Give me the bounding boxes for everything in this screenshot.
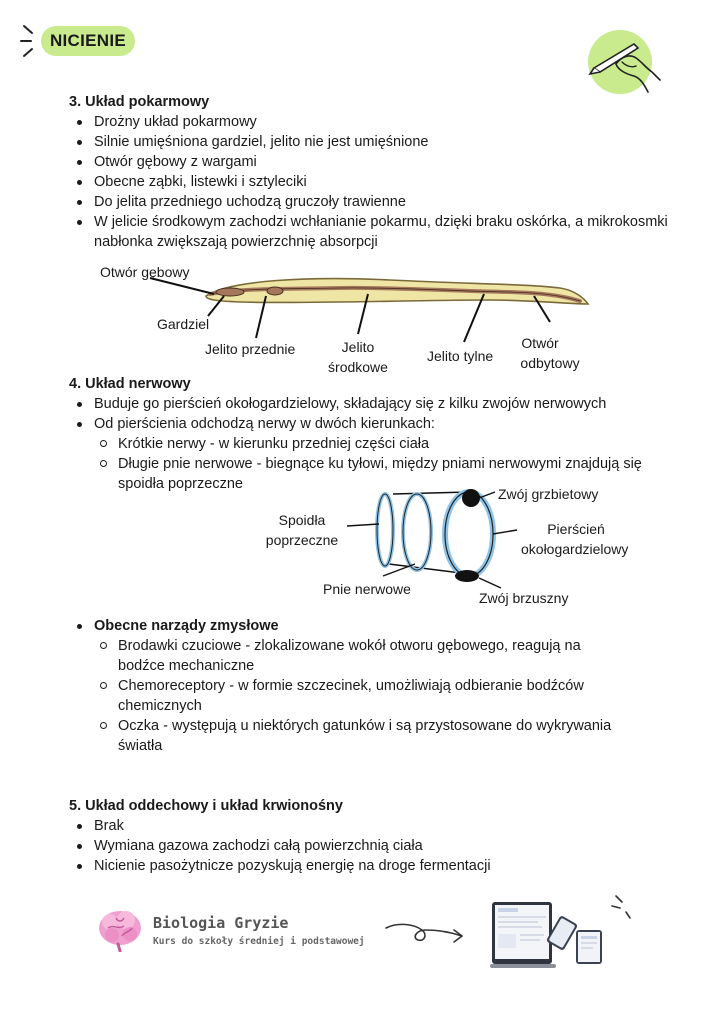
label-commissures-2: poprzeczne <box>265 532 339 548</box>
label-foregut: Jelito przednie <box>205 341 296 357</box>
label-hindgut: Jelito tylne <box>427 348 494 364</box>
list-item: Nicienie pasożytnicze pozyskują energię na droge fermentacji <box>69 856 689 876</box>
list-item <box>69 616 689 756</box>
main-content <box>69 92 689 252</box>
label-nerve-trunks: Pnie nerwowe <box>323 581 411 597</box>
sublist-item: Chemoreceptory - w formie szczecinek, umożliwiają odbieranie bodźców chemicznych <box>94 676 689 716</box>
list-item: Silnie umięśniona gardziel, jelito nie jest umięśnione <box>69 132 689 152</box>
section-4-heading: 4. Układ nerwowy <box>69 376 191 392</box>
brain-logo-icon <box>96 908 144 952</box>
hand-writing-icon <box>586 28 662 98</box>
sublist-item: Brodawki czuciowe - zlokalizowane wokół otworu gębowego, reagują na bodźce mechaniczne <box>94 636 689 676</box>
nervous-diagram <box>255 480 655 612</box>
burst-icon <box>20 24 42 58</box>
section-5 <box>69 796 689 876</box>
label-mouth: Otwór gębowy <box>100 264 190 280</box>
senses-sublist <box>94 636 689 756</box>
list-item: Buduje go pierścień okołogardzielowy, składający się z kilku zwojów nerwowych <box>69 394 689 414</box>
list-item: Brak <box>69 816 689 836</box>
label-ventral-ganglion: Zwój brzuszny <box>479 590 569 606</box>
sublist-item: Oczka - występują u niektórych gatunków i są przystosowane do wykrywania światła <box>94 716 689 756</box>
section-4-list <box>69 394 689 494</box>
list-item: Drożny układ pokarmowy <box>69 112 689 132</box>
senses-heading: Obecne narządy zmysłowe <box>94 618 279 634</box>
list-item: Otwór gębowy z wargami <box>69 152 689 172</box>
list-item: Obecne ząbki, listewki i sztyleciki <box>69 172 689 192</box>
label-ring-2: okołogardzielowy <box>521 541 629 557</box>
sublist-item: Krótkie nerwy - w kierunku przedniej części ciała <box>94 434 689 454</box>
section-5-list <box>69 816 689 876</box>
label-midgut-1: Jelito <box>341 339 375 355</box>
brand-tagline: Kurs do szkoły średniej i podstawowej <box>153 936 365 947</box>
label-commissures-1: Spoidła <box>278 512 326 528</box>
arrow-right-icon <box>384 920 466 946</box>
list-item: Wymiana gazowa zachodzi całą powierzchnią ciała <box>69 836 689 856</box>
devices-illustration <box>490 892 640 972</box>
label-midgut-2: środkowe <box>328 359 388 375</box>
label-anus-1: Otwór <box>521 335 559 351</box>
section-4 <box>69 374 689 494</box>
digestive-diagram <box>90 258 610 380</box>
list-item: W jelicie środkowym zachodzi wchłanianie pokarmu, dzięki braku oskórka, a mikrokosmki nabłonka zwiększają powierzchnię absorpcji <box>69 212 689 252</box>
list-item-text: Od pierścienia odchodzą nerwy w dwóch kierunkach: <box>94 416 435 432</box>
list-item: Do jelita przedniego uchodzą gruczoły trawienne <box>69 192 689 212</box>
section-3-list <box>69 112 689 252</box>
label-ring-1: Pierścień <box>547 521 605 537</box>
senses-section <box>69 616 689 756</box>
label-anus-2: odbytowy <box>520 355 580 371</box>
sublist-item: Długie pnie nerwowe - biegnące ku tyłowi, między pniami nerwowymi znajdują się spoidła poprzeczne <box>94 454 689 494</box>
section-3-heading: 3. Układ pokarmowy <box>69 94 210 110</box>
senses-list <box>69 616 689 756</box>
section-5-heading: 5. Układ oddechowy i układ krwionośny <box>69 798 343 814</box>
label-dorsal-ganglion: Zwój grzbietowy <box>498 486 599 502</box>
label-pharynx: Gardziel <box>157 316 210 332</box>
topic-tag: NICIENIE <box>41 26 135 56</box>
brand-name: Biologia Gryzie <box>153 914 289 932</box>
